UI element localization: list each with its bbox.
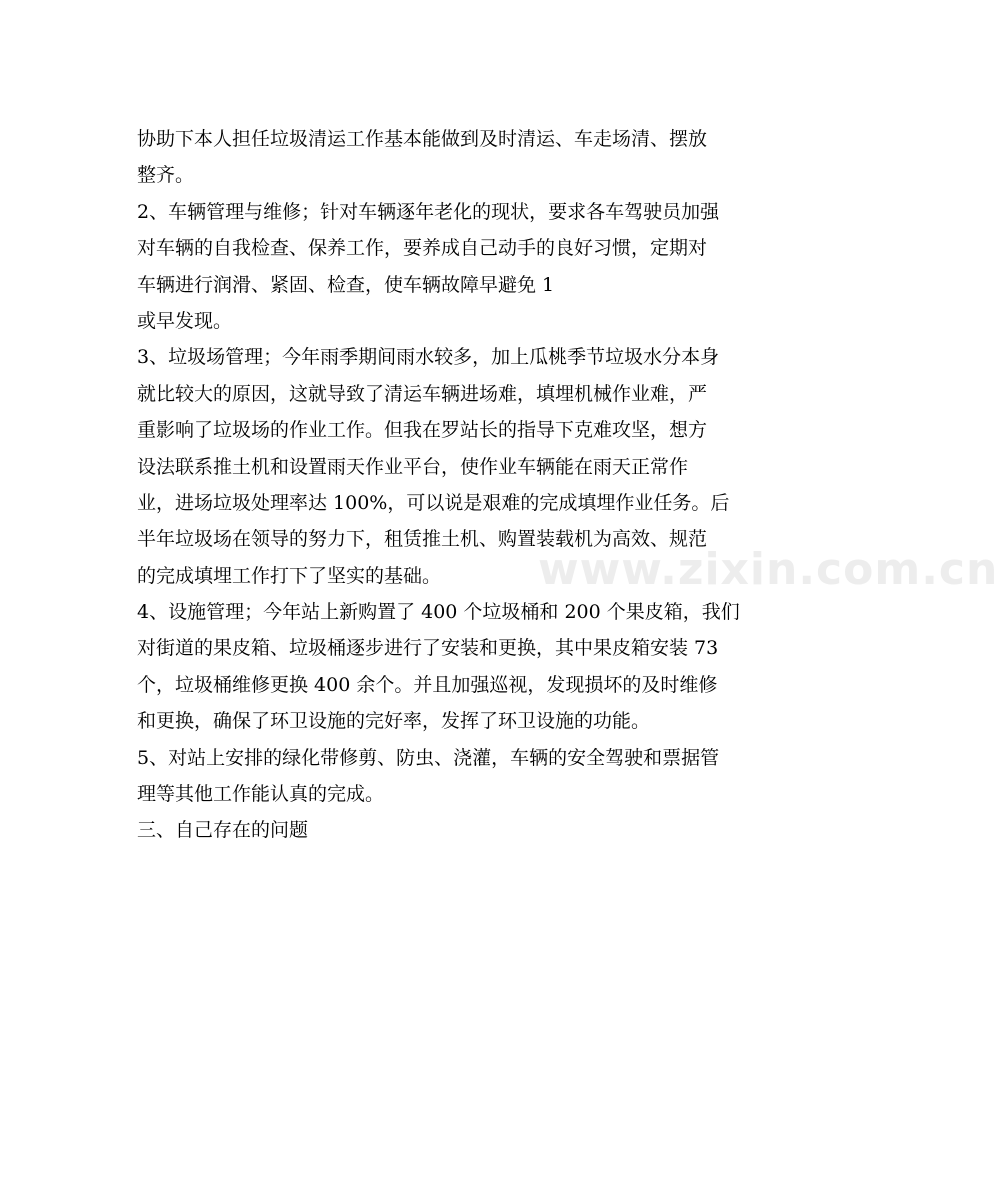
text-line: 对街道的果皮箱、垃圾桶逐步进行了安装和更换，其中果皮箱安装 73 — [137, 637, 719, 660]
text-line: 5、对站上安排的绿化带修剪、防虫、浇灌，车辆的安全驾驶和票据管 — [137, 746, 720, 769]
section-heading: 三、自己存在的问题 — [137, 819, 309, 842]
text-line: 的完成填埋工作打下了坚实的基础。 — [137, 564, 442, 587]
text-line: 对车辆的自我检查、保养工作，要养成自己动手的良好习惯，定期对 — [137, 237, 708, 260]
text-line: 车辆进行润滑、紧固、检查，使车辆故障早避免 1 — [137, 273, 555, 296]
text-line: 或早发现。 — [137, 309, 233, 332]
text-line: 个，垃圾桶维修更换 400 余个。并且加强巡视，发现损坏的及时维修 — [137, 673, 718, 696]
text-line: 协助下本人担任垃圾清运工作基本能做到及时清运、车走场清、摆放 — [137, 128, 708, 150]
text-line: 半年垃圾场在领导的努力下，租赁推土机、购置装载机为高效、规范 — [137, 528, 708, 551]
text-line: 就比较大的原因，这就导致了清运车辆进场难，填埋机械作业难，严 — [137, 382, 708, 405]
watermark-text: www.zixin.com.cn — [538, 544, 998, 595]
text-line: 设法联系推土机和设置雨天作业平台，使作业车辆能在雨天正常作 — [137, 455, 689, 478]
text-line: 4、设施管理；今年站上新购置了 400 个垃圾桶和 200 个果皮箱，我们 — [137, 601, 740, 624]
text-line: 3、垃圾场管理；今年雨季期间雨水较多，加上瓜桃季节垃圾水分本身 — [137, 346, 720, 369]
body-text — [137, 121, 787, 849]
text-line: 理等其他工作能认真的完成。 — [137, 783, 385, 806]
text-line: 整齐。 — [137, 164, 195, 187]
text-line: 和更换，确保了环卫设施的完好率，发挥了环卫设施的功能。 — [137, 710, 651, 733]
text-line: 2、车辆管理与维修；针对车辆逐年老化的现状，要求各车驾驶员加强 — [137, 200, 720, 223]
text-line: 重影响了垃圾场的作业工作。但我在罗站长的指导下克难攻坚，想方 — [137, 419, 708, 442]
text-line: 业，进场垃圾处理率达 100%，可以说是艰难的完成填埋作业任务。后 — [137, 491, 730, 514]
